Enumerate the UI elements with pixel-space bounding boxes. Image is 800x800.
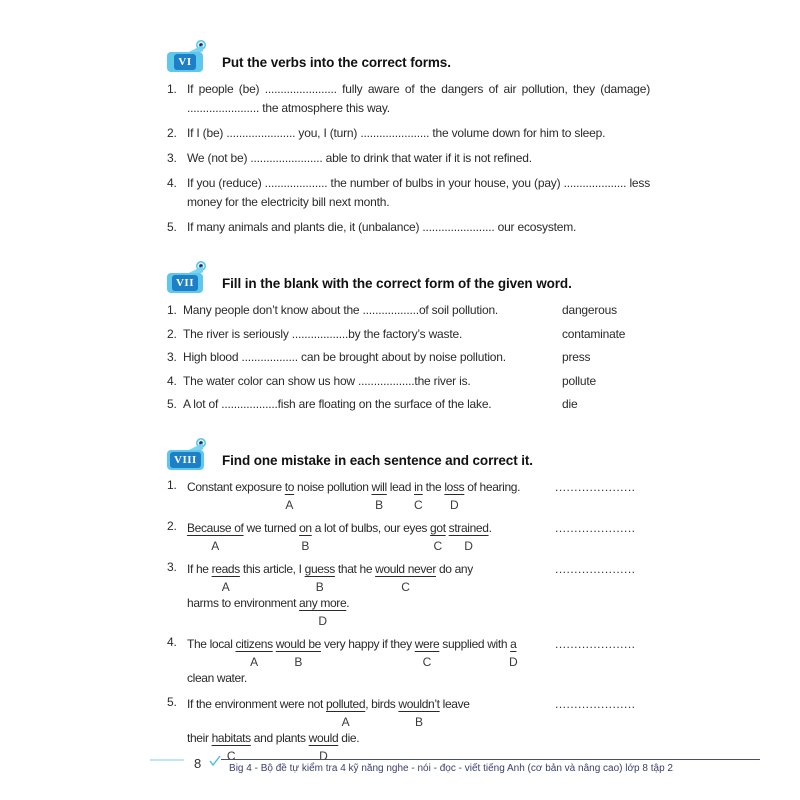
question-row xyxy=(167,218,650,237)
answer-dots: ..................... xyxy=(555,480,636,494)
question-number: 5. xyxy=(167,220,177,234)
question-row xyxy=(167,325,650,344)
question-number: 3. xyxy=(167,560,177,574)
section-vi xyxy=(167,40,650,237)
section-numeral: VII xyxy=(172,275,198,291)
question-body xyxy=(187,695,555,763)
section-tag-icon xyxy=(167,261,211,293)
underlined-word: citizens A xyxy=(236,637,273,651)
tag-body xyxy=(167,273,203,293)
question-row xyxy=(167,478,650,512)
underlined-word: habitats C xyxy=(212,731,251,745)
underlined-word: would never C xyxy=(375,562,436,576)
underlined-word: Because of A xyxy=(187,521,244,535)
underlined-word: to A xyxy=(285,480,294,494)
question-text: The river is seriously ..................by the factory’s waste. xyxy=(183,326,463,341)
section-title: Find one mistake in each sentence and correct it. xyxy=(222,453,533,468)
answer-dots: ..................... xyxy=(555,697,636,711)
question-row xyxy=(167,695,650,763)
section-tag-icon xyxy=(167,40,211,72)
check-mark-icon xyxy=(209,755,221,770)
section-vi-header xyxy=(167,40,650,72)
question-row xyxy=(167,80,650,118)
given-word: dangerous xyxy=(562,303,617,317)
question-text: If many animals and plants die, it (unbalance) ....................... our ecosystem. xyxy=(187,220,577,234)
question-row xyxy=(167,174,650,212)
question-number: 2. xyxy=(167,326,177,341)
section-vii-header xyxy=(167,261,650,293)
question-text: The water color can show us how ..................the river is. xyxy=(183,373,471,388)
section-numeral: VIII xyxy=(170,452,201,468)
question-number: 4. xyxy=(167,635,177,649)
section-tag-icon xyxy=(167,438,211,470)
question-text: Many people don’t know about the ..................of soil pollution. xyxy=(183,303,499,317)
question-line: If he reads A this article, I guess B that he would never C do any xyxy=(187,560,555,594)
underlined-word: loss D xyxy=(444,480,464,494)
question-row xyxy=(167,149,650,168)
question-number: 5. xyxy=(167,397,177,411)
underlined-word: on B xyxy=(299,521,312,535)
question-text: A lot of ..................fish are floating on the surface of the lake. xyxy=(183,397,492,411)
question-text: We (not be) ....................... able to drink that water if it is not refined. xyxy=(187,151,532,165)
underlined-word: would be B xyxy=(276,637,321,651)
section-viii-questions xyxy=(167,478,650,763)
page-number: 8 xyxy=(194,756,202,771)
question-line: The local citizens A would be B very happy if they were C supplied with a D xyxy=(187,635,555,669)
question-number: 1. xyxy=(167,82,177,96)
question-line: Because of A we turned on B a lot of bulbs, our eyes got C strained D. xyxy=(187,519,555,553)
underlined-word: in C xyxy=(414,480,423,494)
section-vii-questions xyxy=(167,301,650,414)
underlined-word: wouldn’t B xyxy=(398,697,439,711)
section-viii xyxy=(167,438,650,763)
page-footer xyxy=(150,756,760,774)
underlined-word: reads A xyxy=(212,562,240,576)
tag-body xyxy=(167,450,204,470)
question-body xyxy=(187,560,555,628)
underlined-word: a D xyxy=(510,637,516,651)
section-vii xyxy=(167,261,650,414)
section-vi-questions xyxy=(167,80,650,237)
question-text: If people (be) ....................... fully aware of the dangers of air pollution, they (damage) ....................... the atmosphere this way. xyxy=(187,82,650,115)
question-body xyxy=(187,478,555,512)
question-text: If I (be) ...................... you, I (turn) ...................... the volume down for him to sleep. xyxy=(187,126,606,140)
underlined-word: guess B xyxy=(305,562,335,576)
question-text: If you (reduce) .................... the number of bulbs in your house, you (pay) .................... less money for the electricity bill next month. xyxy=(187,176,650,209)
underlined-word: any more D xyxy=(299,596,346,610)
question-line: clean water. xyxy=(187,671,247,685)
question-row xyxy=(167,301,650,320)
section-title: Fill in the blank with the correct form of the given word. xyxy=(222,276,572,291)
question-line: harms to environment any more D. xyxy=(187,594,555,628)
question-body xyxy=(187,635,555,688)
question-number: 5. xyxy=(167,695,177,709)
underlined-word: were C xyxy=(415,637,440,651)
answer-dots: ..................... xyxy=(555,637,636,651)
question-row xyxy=(167,124,650,143)
question-row xyxy=(167,372,650,391)
question-number: 1. xyxy=(167,303,177,317)
given-word: die xyxy=(562,397,578,411)
question-number: 3. xyxy=(167,350,177,364)
question-number: 2. xyxy=(167,519,177,533)
question-number: 1. xyxy=(167,478,177,492)
section-viii-header xyxy=(167,438,650,470)
section-numeral: VI xyxy=(174,54,195,70)
underlined-word: polluted A xyxy=(326,697,365,711)
underlined-word: would D xyxy=(309,731,339,745)
question-row xyxy=(167,519,650,553)
question-number: 2. xyxy=(167,126,177,140)
footer-accent-line xyxy=(150,759,184,761)
underlined-word: strained D xyxy=(449,521,489,535)
answer-dots: ..................... xyxy=(555,562,636,576)
given-word: contaminate xyxy=(562,326,626,341)
answer-dots: ..................... xyxy=(555,521,636,535)
question-row xyxy=(167,348,650,367)
footer-rule xyxy=(221,759,760,774)
question-line: their habitats C and plants would D die. xyxy=(187,729,555,763)
question-line: If the environment were not polluted A, birds wouldn’t B leave xyxy=(187,695,555,729)
given-word: press xyxy=(562,350,591,364)
question-row xyxy=(167,560,650,628)
underlined-word: will B xyxy=(372,480,387,494)
question-number: 3. xyxy=(167,151,177,165)
question-body xyxy=(187,519,555,553)
question-text: High blood .................. can be brought about by noise pollution. xyxy=(183,350,506,364)
question-row xyxy=(167,635,650,688)
underlined-word: got C xyxy=(430,521,446,535)
footer-text: Big 4 - Bộ đề tự kiểm tra 4 kỹ năng nghe - nói - đọc - viết tiếng Anh (cơ bản và nâng cao) lớp 8 tập 2 xyxy=(229,763,673,774)
given-word: pollute xyxy=(562,373,596,388)
question-number: 4. xyxy=(167,176,177,190)
section-title: Put the verbs into the correct forms. xyxy=(222,55,451,70)
question-row xyxy=(167,395,650,414)
question-number: 4. xyxy=(167,373,177,388)
tag-body xyxy=(167,52,203,72)
question-line: Constant exposure to A noise pollution will B lead in C the loss D of hearing. xyxy=(187,478,555,512)
